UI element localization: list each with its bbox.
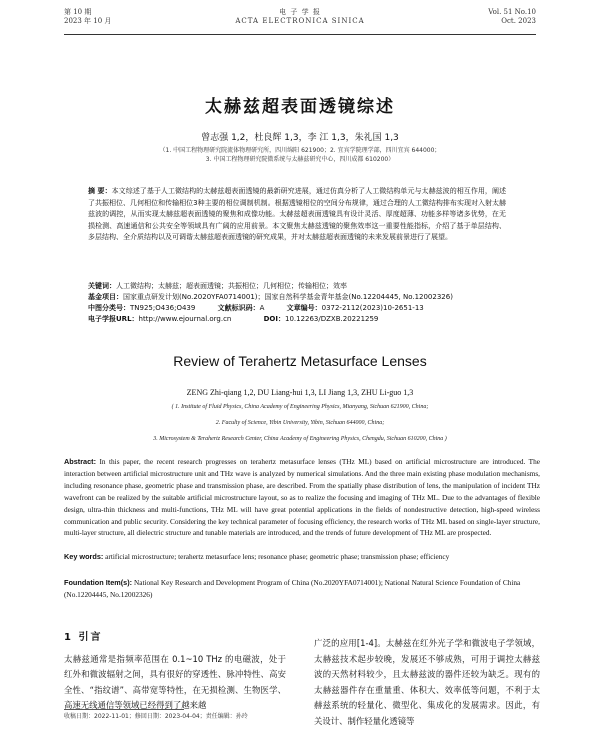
english-keywords-text: artificial microstructure; terahertz metasurface lens; resonance phase; geometric phase; transmission phase; efficiency xyxy=(105,552,450,561)
english-fund xyxy=(64,577,540,601)
keywords-text: 人工微结构；太赫兹；超表面透镜；共振相位；几何相位；传输相位；效率 xyxy=(116,282,347,290)
received-date-footnote: 收稿日期：2022-11-01；修回日期：2023-04-04；责任编辑：孙玲 xyxy=(64,713,248,720)
article-no-label: 文章编号： xyxy=(286,304,322,312)
chinese-abstract-label: 摘 要： xyxy=(88,187,112,195)
english-affiliation-line: 2. Faculty of Science, Yibin University, Yibin, Sichuan 644000, China; xyxy=(215,420,385,426)
article-no-value: 0372-2112(2023)10-2651-13 xyxy=(321,304,424,312)
journal-url[interactable]: http://www.ejournal.org.cn xyxy=(138,315,232,323)
doi-label: DOI： xyxy=(263,315,285,323)
fund-text: 国家重点研发计划(No.2020YFA0714001)；国家自然科学基金青年基金(No.12204445, No.12002326) xyxy=(123,293,453,301)
header-center xyxy=(64,8,536,26)
body-left-column xyxy=(64,630,286,714)
english-affiliation-line: ( 1. Institute of Fluid Physics, China Academy of Engineering Physics, Mianyang, Sichuan 621900, China; xyxy=(171,404,429,410)
english-fund-label: Foundation Item(s): xyxy=(64,578,133,587)
english-fund-text: National Key Research and Development Program of China (No.2020YFA0714001); National Natural Science Foundation of China (No.12204445, No.12002326) xyxy=(64,578,521,599)
footnote-rule xyxy=(64,709,184,710)
doc-code-value: A xyxy=(259,304,265,312)
journal-en: ACTA ELECTRONICA SINICA xyxy=(235,17,365,25)
english-keywords-label: Key words: xyxy=(64,552,104,561)
chinese-abstract-text: 本文综述了基于人工微结构的太赫兹超表面透镜的最新研究进展，通过仿真分析了人工微结构单元与太赫兹波的相互作用，阐述了共振相位、几何相位和传输相位3种主要的相位调制机制。根据透镜相位的空间分布规律，通过合理的人工微结构排布实现对入射太赫兹波的调控，从而实现太赫兹超表面透镜的聚焦和成像功能。太赫兹超表面透镜具有设计灵活、厚度超薄、功能多样等诸多优势，在无损检测、高速通信和公共安全等领域具有广阔的应用前景。本文聚焦太赫兹透镜的聚焦效率这一重要性能指标，介绍了基于单层结构、多层结构、全介质结构以及可调谐太赫兹超表面透镜的研究成果，并对太赫兹超表面透镜的未来发展前景进行了展望。 xyxy=(88,187,507,241)
fund-label: 基金项目： xyxy=(88,293,123,301)
url-doi-row xyxy=(88,314,506,325)
running-header xyxy=(64,6,536,35)
english-title: Review of Terahertz Metasurface Lenses xyxy=(173,353,427,369)
header-right xyxy=(488,8,536,26)
english-abstract xyxy=(64,456,540,539)
english-keywords xyxy=(64,551,540,563)
url-label: 电子学报URL： xyxy=(88,315,139,323)
chinese-affiliations xyxy=(90,146,510,164)
date-cn: 2023 年 10 月 xyxy=(64,17,112,25)
clc-value: TN925;O436;O439 xyxy=(130,304,196,312)
english-authors: ZENG Zhi-qiang 1,2, DU Liang-hui 1,3, LI Jiang 1,3, ZHU Li-guo 1,3 xyxy=(186,388,414,397)
chinese-fund xyxy=(88,292,506,303)
english-affiliation-line: 3. Microsystem & Terahertz Research Center, China Academy of Engineering Physics, Chengdu, Sichuan 610200, China ) xyxy=(153,436,447,442)
issue-cn: 第 10 期 xyxy=(64,8,92,16)
chinese-affiliation-line: 3. 中国工程物理研究院微系统与太赫兹研究中心，四川成都 610200） xyxy=(205,156,395,163)
keywords-label: 关键词： xyxy=(88,282,116,290)
classification-row xyxy=(88,303,506,314)
journal-cn: 电 子 学 报 xyxy=(279,8,321,16)
clc-label: 中图分类号： xyxy=(88,304,130,312)
chinese-abstract xyxy=(88,186,506,244)
english-abstract-label: Abstract: xyxy=(64,457,97,466)
date-en: Oct. 2023 xyxy=(501,17,536,25)
chinese-authors: 曾志强 1,2，杜良辉 1,3，李 江 1,3，朱礼国 1,3 xyxy=(201,133,399,143)
chinese-title: 太赫兹超表面透镜综述 xyxy=(205,97,395,117)
chinese-affiliation-line: （1. 中国工程物理研究院流体物理研究所，四川绵阳 621900；2. 宜宾学院理学部，四川宜宾 644000； xyxy=(159,147,441,154)
body-right-column xyxy=(314,636,540,729)
body-paragraph: 太赫兹通常是指频率范围在 0.1~10 THz 的电磁波，处于红外和微波辐射之间，具有很好的穿透性、脉冲特性、高安全性、“指纹谱”、高带宽等特性，在无损检测、生物医学、高速无线通信等领域已经得到了越来越 xyxy=(64,653,286,710)
section-heading: 1 引言 xyxy=(64,632,103,643)
body-paragraph: 广泛的应用[1-4]。太赫兹在红外光子学和微波电子学领域，太赫兹技术起步较晚，发展还不够成熟，可用于调控太赫兹波的天然材料较少，且太赫兹波的器件还较为缺乏。现有的太赫兹器件存在重量重、体积大、效率低等问题，不利于太赫兹系统的轻量化、微型化、集成化的发展需求。因此，有关设计、制作轻量化透镜等 xyxy=(314,638,540,726)
english-abstract-text: In this paper, the recent research progresses on terahertz metasurface lenses (THz ML) based on artificial microstructure are introduced. The interaction between artificial microstructure unit and THz wave is analyzed by numerical simulations. And the three main existing phase modulation mechanisms, including resonance phase, geometric phase and transmission phase, are described. From the spatially phase distribution of lens, the manipulation of incident THz wavefront can be realized by the suitable artificial microstructure layout, so as to realize the focusing and imaging of THz ML. Due to the advantages of flexible design, ultra-thin thickness and multi-functions, THz ML will have great potential applications in the fields of nondestructive detection, high-speed wireless communication and public security. Considering the key technical parameter of focusing efficiency, the research works of THz ML based on single-layer structure, multi-layer structure, all dielectric structure and tunable materials are introduced, and the trends of future development of THz ML are prospected. xyxy=(64,457,541,538)
volume-number: Vol. 51 No.10 xyxy=(488,8,536,16)
chinese-keywords xyxy=(88,281,506,292)
doi-value[interactable]: 10.12263/DZXB.20221259 xyxy=(284,315,379,323)
doc-code-label: 文献标识码： xyxy=(217,304,260,312)
